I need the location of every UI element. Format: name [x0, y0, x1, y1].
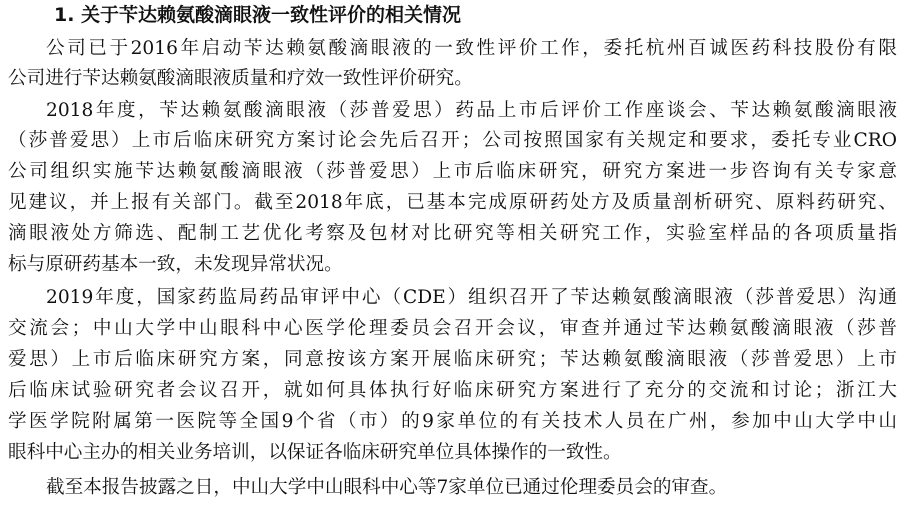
section-heading: 1. 关于苄达赖氨酸滴眼液一致性评价的相关情况 — [54, 4, 462, 26]
paragraph-3-line-2: 交流会；中山大学中山眼科中心医学伦理委员会召开会议，审查并通过苄达赖氨酸滴眼液（莎普 — [8, 318, 897, 339]
paragraph-3-line-6: 眼科中心主办的相关业务培训，以保证各临床研究单位具体操作的一致性。 — [8, 442, 622, 463]
paragraph-2-line-5: 滴眼液处方筛选、配制工艺优化考察及包材对比研究等相关研究工作，实验室样品的各项质量指 — [8, 223, 897, 244]
paragraph-2-line-4: 见建议，并上报有关部门。截至2018年底，已基本完成原研药处方及质量剖析研究、原料药研究、 — [8, 192, 897, 213]
paragraph-2-line-3: 公司组织实施苄达赖氨酸滴眼液（莎普爱思）上市后临床研究，研究方案进一步咨询有关专家意 — [8, 161, 897, 182]
paragraph-1-line-1: 公司已于2016年启动苄达赖氨酸滴眼液的一致性评价工作，委托杭州百诚医药科技股份有限 — [46, 38, 897, 59]
paragraph-3-line-3: 爱思）上市后临床研究方案，同意按该方案开展临床研究；苄达赖氨酸滴眼液（莎普爱思）上市 — [8, 349, 897, 370]
paragraph-4-line-1: 截至本报告披露之日，中山大学中山眼科中心等7家单位已通过伦理委员会的审查。 — [46, 477, 728, 498]
paragraph-3-line-5: 学医学院附属第一医院等全国9个省（市）的9家单位的有关技术人员在广州，参加中山大学中山 — [8, 411, 897, 432]
paragraph-2-line-6: 标与原研药基本一致，未发现异常状况。 — [8, 254, 343, 275]
paragraph-2-line-2: （莎普爱思）上市后临床研究方案讨论会先后召开；公司按照国家有关规定和要求，委托专业CRO — [8, 130, 897, 151]
paragraph-1-line-2: 公司进行苄达赖氨酸滴眼液质量和疗效一致性评价研究。 — [8, 68, 473, 89]
paragraph-3-line-4: 后临床试验研究者会议召开，就如何具体执行好临床研究方案进行了充分的交流和讨论；浙江大 — [8, 380, 897, 401]
paragraph-3-line-1: 2019年度，国家药监局药品审评中心（CDE）组织召开了苄达赖氨酸滴眼液（莎普爱思）沟通 — [46, 287, 897, 308]
paragraph-2-line-1: 2018年度，苄达赖氨酸滴眼液（莎普爱思）药品上市后评价工作座谈会、苄达赖氨酸滴眼液 — [46, 100, 897, 121]
